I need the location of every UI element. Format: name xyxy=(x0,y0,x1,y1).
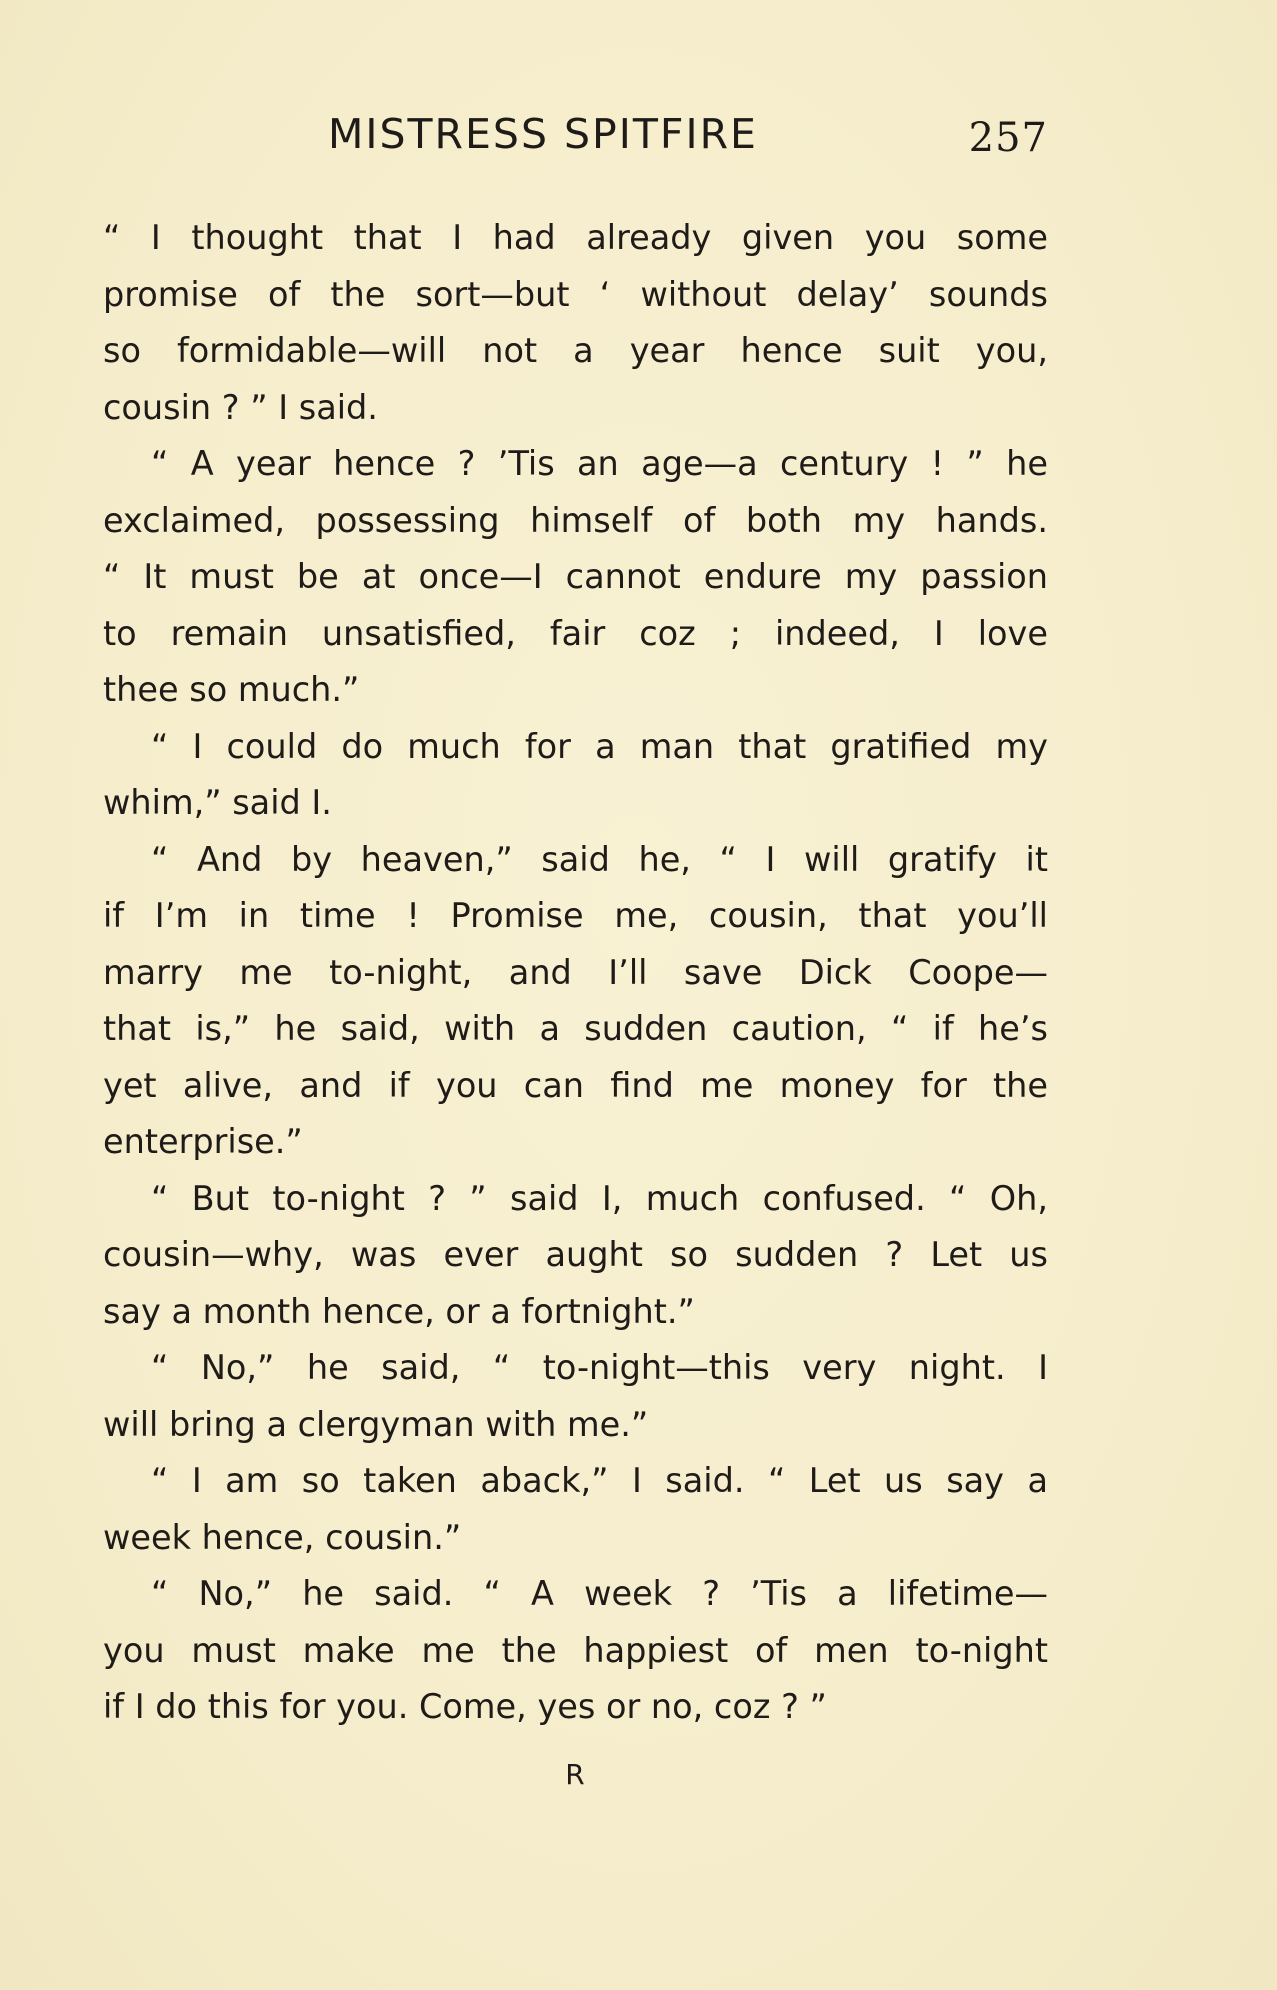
text-line: that is,” he said, with a sudden caution, “ if he’s xyxy=(103,1009,1048,1048)
text-line: “ And by heaven,” said he, “ I will gratify it xyxy=(151,839,1048,879)
text-line: will bring a clergyman with me.” xyxy=(103,1404,649,1444)
text-line: to remain unsatisfied, fair coz ; indeed, I love xyxy=(103,613,1048,653)
body-text xyxy=(103,210,1048,1736)
running-head xyxy=(103,104,1048,164)
text-line: you must make me the happiest of men to-night xyxy=(103,1630,1048,1670)
text-line: “ But to-night ? ” said I, much confused. “ Oh, xyxy=(151,1178,1048,1218)
text-line: “ I could do much for a man that gratified my xyxy=(151,726,1048,766)
text-line: so formidable—will not a year hence suit you, xyxy=(103,331,1048,370)
text-line: “ I am so taken aback,” I said. “ Let us say a xyxy=(151,1461,1048,1500)
text-line: exclaimed, possessing himself of both my hands. xyxy=(103,500,1048,540)
text-line: if I’m in time ! Promise me, cousin, that you’ll xyxy=(103,896,1048,935)
running-head-title: MISTRESS SPITFIRE xyxy=(328,110,758,158)
text-line: “ No,” he said. “ A week ? ’Tis a lifetime— xyxy=(151,1574,1048,1613)
text-line: if I do this for you. Come, yes or no, coz ? ” xyxy=(103,1687,827,1726)
text-line: “ No,” he said, “ to-night—this very night. I xyxy=(151,1348,1048,1387)
text-line: enterprise.” xyxy=(103,1122,303,1161)
text-line: whim,” said I. xyxy=(103,783,332,822)
text-line: yet alive, and if you can find me money for the xyxy=(103,1065,1048,1105)
text-line: marry me to-night, and I’ll save Dick Coope— xyxy=(103,952,1048,992)
text-line: cousin ? ” I said. xyxy=(103,387,378,427)
text-line: cousin—why, was ever aught so sudden ? Let us xyxy=(103,1235,1048,1274)
text-line: “ I thought that I had already given you some xyxy=(103,218,1048,257)
signature-mark: R xyxy=(565,1758,585,1791)
page-number: 257 xyxy=(968,115,1048,161)
text-line: week hence, cousin.” xyxy=(103,1517,462,1557)
text-line: thee so much.” xyxy=(103,670,360,709)
text-line: say a month hence, or a fortnight.” xyxy=(103,1291,695,1331)
text-line: promise of the sort—but ‘ without delay’ sounds xyxy=(103,274,1048,314)
text-line: “ A year hence ? ’Tis an age—a century ! ” he xyxy=(151,444,1048,483)
text-line: “ It must be at once—I cannot endure my passion xyxy=(103,557,1048,596)
